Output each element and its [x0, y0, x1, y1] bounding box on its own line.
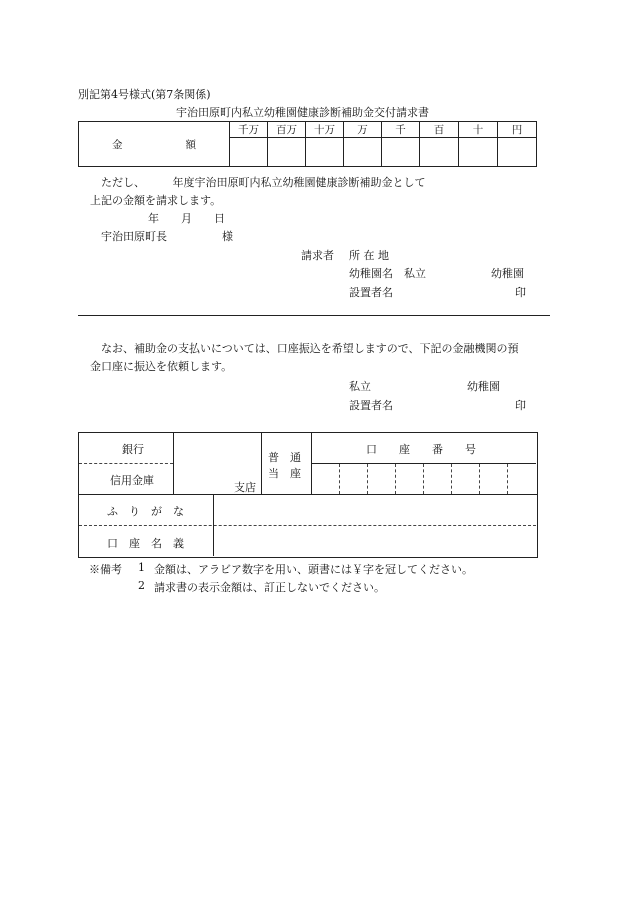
transfer-seal: 印 [515, 399, 526, 412]
digit-header: 万 [344, 122, 382, 138]
note-1-number: 1 [138, 561, 145, 574]
bank-dash [79, 463, 173, 464]
transfer-private-label: 私立 [349, 380, 371, 393]
transfer-line-2: 金口座に振込を依頼します。 [90, 360, 233, 373]
claimant-label: 請求者 [301, 249, 334, 262]
digit-header: 千万 [230, 122, 268, 138]
amount-table [78, 121, 537, 167]
digit-cell[interactable] [230, 138, 268, 167]
claimant-seal: 印 [515, 286, 526, 299]
account-name-label: 口 座 名 義 [107, 537, 184, 550]
addressee: 宇治田原町長 様 [101, 230, 233, 243]
branch-label: 支店 [234, 481, 256, 494]
section-divider [78, 315, 550, 316]
transfer-kindergarten-suffix: 幼稚園 [467, 380, 500, 393]
digit-cell[interactable] [498, 138, 537, 167]
claimant-kindergarten-label: 幼稚園名 私立 [349, 267, 426, 280]
notes-label: ※備考 [89, 563, 122, 576]
account-digit-divider [367, 464, 368, 494]
digit-header: 千 [382, 122, 420, 138]
form-reference: 別記第4号様式(第7条関係) [78, 88, 211, 101]
form-title: 宇治田原町内私立幼稚園健康診断補助金交付請求書 [176, 106, 429, 119]
digit-header: 百万 [268, 122, 306, 138]
account-digit-divider [339, 464, 340, 494]
digit-cell[interactable] [306, 138, 344, 167]
digit-header: 十万 [306, 122, 344, 138]
account-digit-divider [451, 464, 452, 494]
account-digit-divider [507, 464, 508, 494]
name-divider [213, 494, 214, 556]
account-type-ordinary: 普 通 [268, 451, 301, 464]
bank-divider [261, 432, 262, 494]
note-2-number: 2 [138, 579, 145, 592]
claimant-address-label: 所 在 地 [349, 249, 389, 262]
bank-row-line [78, 494, 537, 495]
digit-header: 十 [459, 122, 498, 138]
digit-cell[interactable] [382, 138, 420, 167]
transfer-line-1: なお、補助金の支払いについては、口座振込を希望しますので、下記の金融機関の預 [101, 342, 519, 355]
transfer-founder-label: 設置者名 [349, 399, 393, 412]
note-1: 金額は、アラビア数字を用い、頭書には￥字を冠してください。 [154, 563, 473, 576]
claimant-founder-label: 設置者名 [349, 286, 393, 299]
body-line-1: ただし、 年度宇治田原町内私立幼稚園健康診断補助金として [101, 176, 426, 189]
account-digit-divider [395, 464, 396, 494]
account-type-current: 当 座 [268, 467, 301, 480]
digit-cell[interactable] [344, 138, 382, 167]
account-digit-divider [423, 464, 424, 494]
digit-cell[interactable] [459, 138, 498, 167]
date-line: 年 月 日 [148, 212, 225, 225]
body-line-2: 上記の金額を請求します。 [90, 194, 222, 207]
bank-label: 銀行 [122, 443, 144, 456]
digit-cell[interactable] [268, 138, 306, 167]
digit-cell[interactable] [420, 138, 459, 167]
furigana-line [79, 525, 536, 526]
claimant-kindergarten-suffix: 幼稚園 [491, 267, 524, 280]
note-2: 請求書の表示金額は、訂正しないでください。 [154, 581, 385, 594]
digit-header: 円 [498, 122, 537, 138]
amount-label: 金 額 [79, 122, 230, 167]
account-digit-divider [479, 464, 480, 494]
account-number-label: 口 座 番 号 [366, 443, 476, 456]
digit-header: 百 [420, 122, 459, 138]
credit-union-label: 信用金庫 [110, 474, 154, 487]
furigana-label: ふ り が な [107, 505, 184, 518]
bank-divider [173, 432, 174, 494]
